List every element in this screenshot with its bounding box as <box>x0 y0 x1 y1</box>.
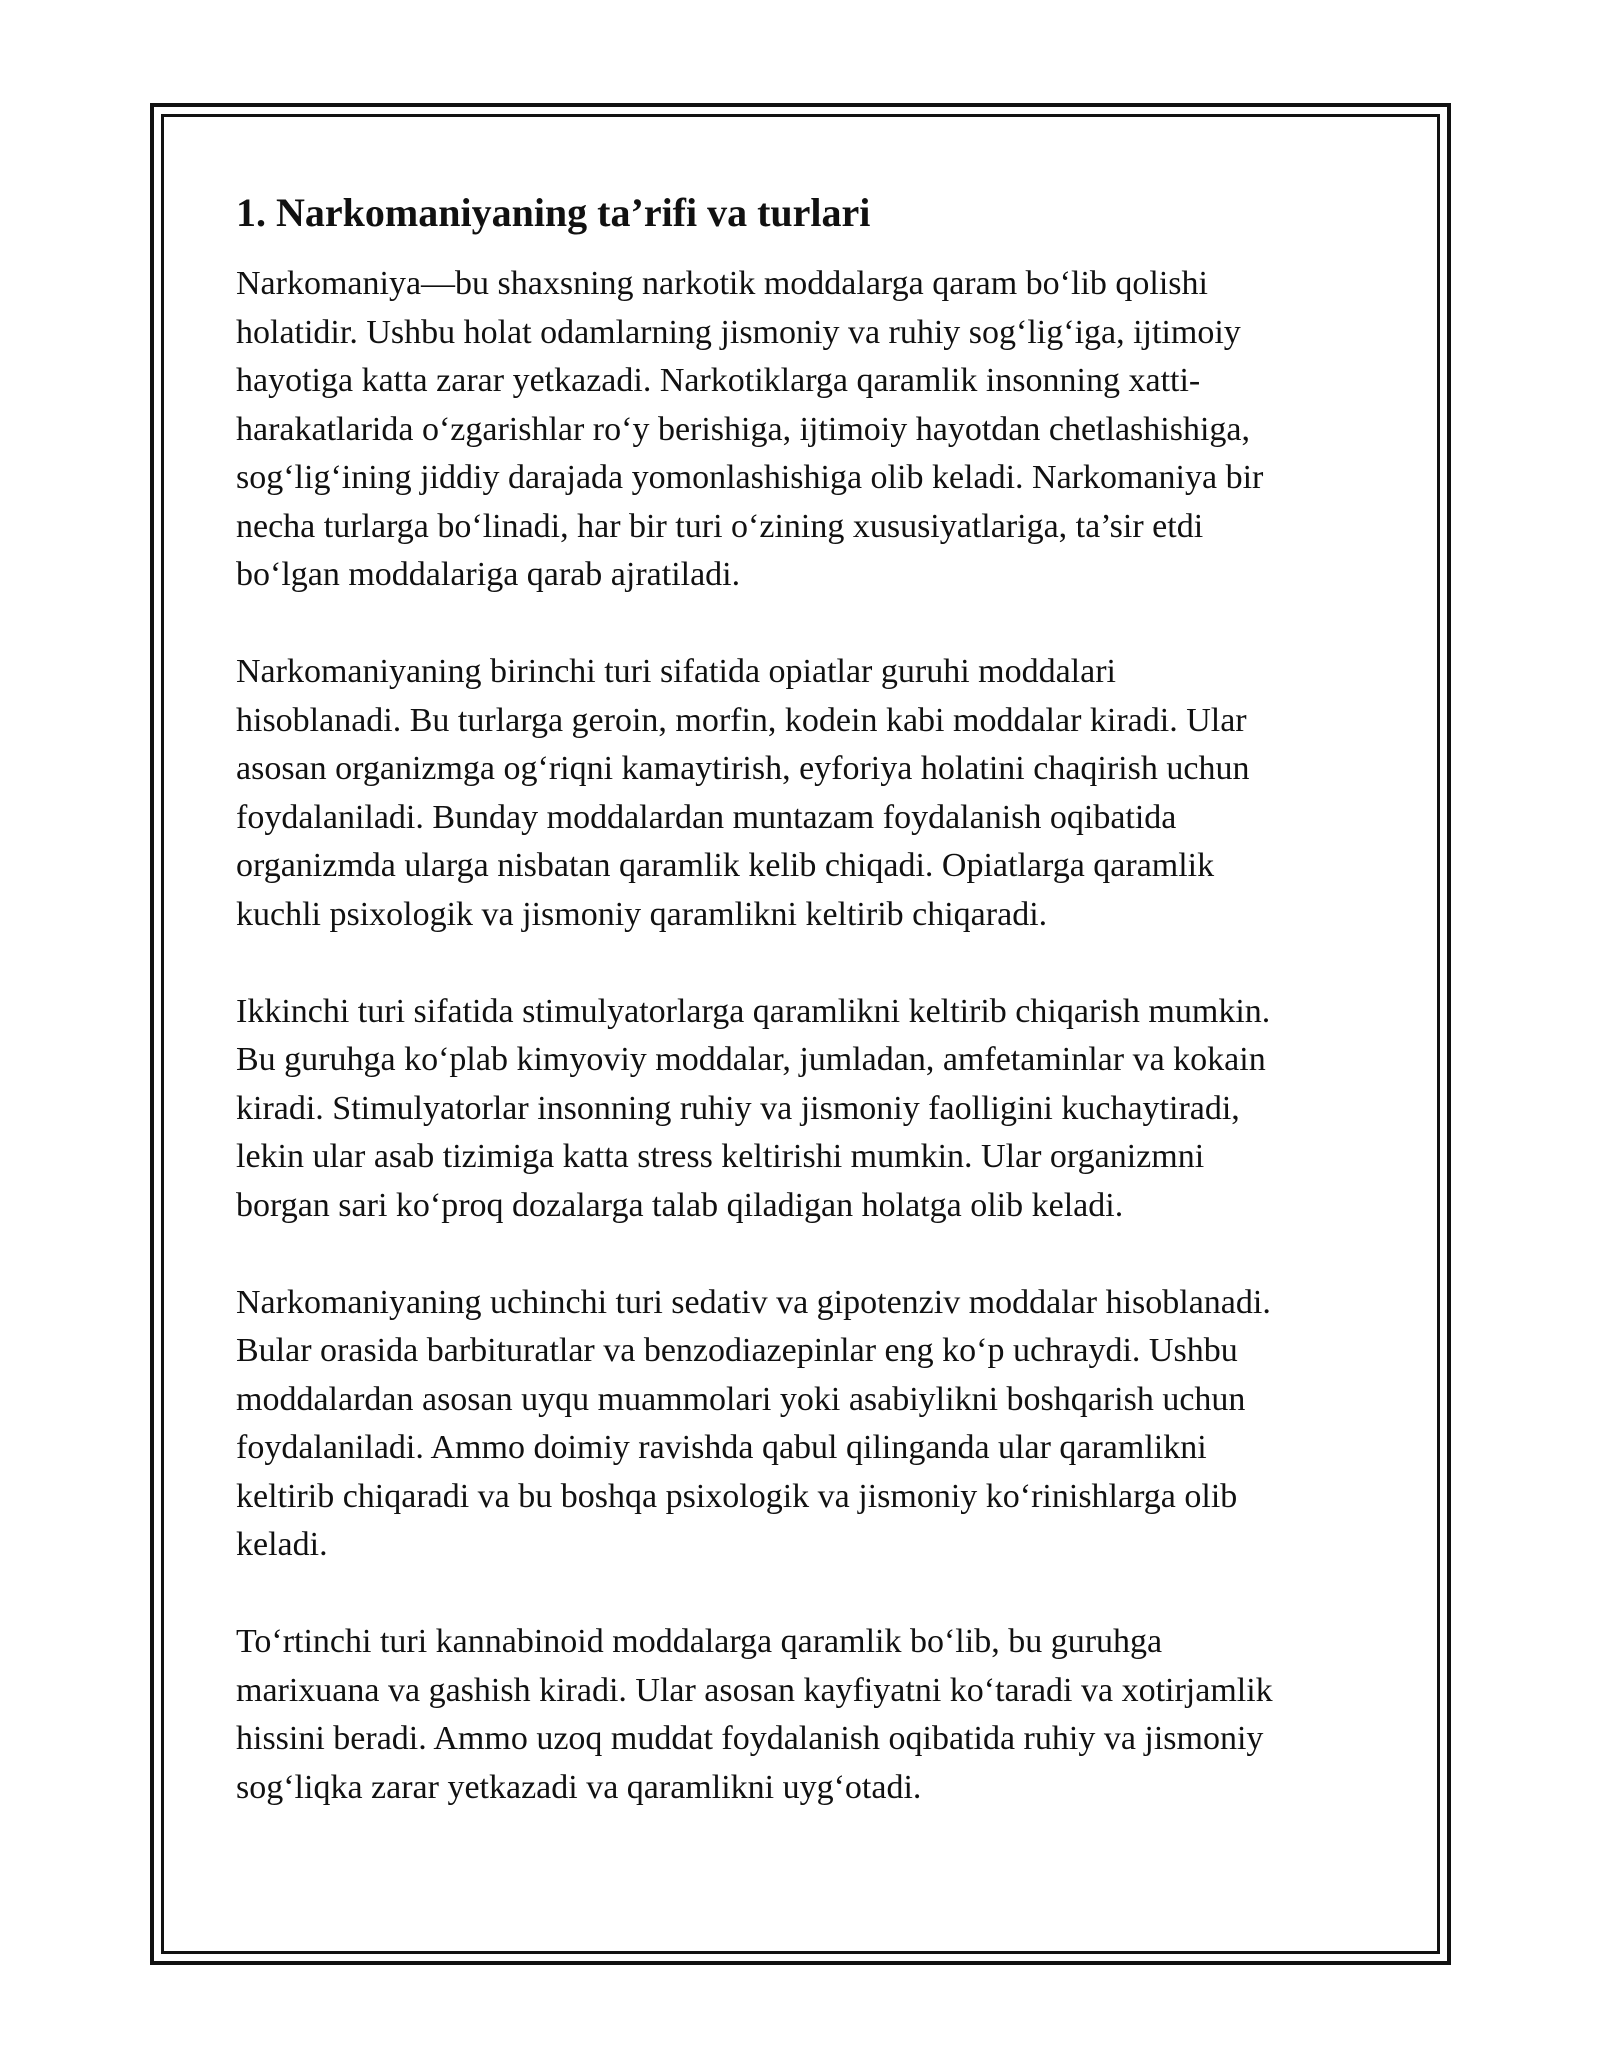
paragraph <box>236 648 1371 939</box>
paragraph-line: borgan sari ko‘proq dozalarga talab qiladigan holatga olib keladi. <box>236 1186 1124 1224</box>
paragraph <box>236 260 1371 600</box>
document-body <box>236 188 1371 1861</box>
paragraph-line: keladi. <box>236 1526 328 1563</box>
paragraph-line: hisoblanadi. Bu turlarga geroin, morfin, kodein kabi moddalar kiradi. Ular <box>236 701 1247 739</box>
paragraph-line: Narkomaniyaning uchinchi turi sedativ va gipotenziv moddalar hisoblanadi. <box>236 1283 1271 1321</box>
paragraph-line: necha turlarga bo‘linadi, har bir turi o‘zining xususiyatlariga, ta’sir etdi <box>236 507 1204 545</box>
paragraph-line: kiradi. Stimulyatorlar insonning ruhiy va jismoniy faolligini kuchaytiradi, <box>236 1089 1240 1127</box>
paragraph-line: asosan organizmga og‘riqni kamaytirish, eyforiya holatini chaqirish uchun <box>236 750 1250 787</box>
paragraph-line: Bu guruhga ko‘plab kimyoviy moddalar, jumladan, amfetaminlar va kokain <box>236 1041 1266 1078</box>
paragraph <box>236 1279 1371 1570</box>
paragraph-line: To‘rtinchi turi kannabinoid moddalarga qaramlik bo‘lib, bu guruhga <box>236 1623 1163 1660</box>
paragraph-line: hayotiga katta zarar yetkazadi. Narkotiklarga qaramlik insonning xatti- <box>236 362 1201 399</box>
paragraph-line: Bular orasida barbituratlar va benzodiazepinlar eng ko‘p uchraydi. Ushbu <box>236 1332 1238 1369</box>
section-title: 1. Narkomaniyaning ta’rifi va turlari <box>236 190 871 235</box>
paragraph-list <box>236 260 1371 1812</box>
paragraph-line: Narkomaniya—bu shaxsning narkotik moddalarga qaram bo‘lib qolishi <box>236 265 1208 302</box>
paragraph-line: sog‘liqka zarar yetkazadi va qaramlikni uyg‘otadi. <box>236 1768 922 1806</box>
paragraph-line: Ikkinchi turi sifatida stimulyatorlarga qaramlikni keltirib chiqarish mumkin. <box>236 992 1271 1030</box>
paragraph-line: lekin ular asab tizimiga katta stress keltirishi mumkin. Ular organizmni <box>236 1138 1205 1175</box>
paragraph-line: foydalaniladi. Ammo doimiy ravishda qabul qilinganda ular qaramlikni <box>236 1429 1207 1466</box>
paragraph-line: bo‘lgan moddalariga qarab ajratiladi. <box>236 556 741 593</box>
paragraph-line: keltirib chiqaradi va bu boshqa psixologik va jismoniy ko‘rinishlarga olib <box>236 1477 1238 1515</box>
paragraph <box>236 1618 1371 1812</box>
paragraph-line: foydalaniladi. Bunday moddalardan muntazam foydalanish oqibatida <box>236 798 1177 836</box>
paragraph-line: sog‘lig‘ining jiddiy darajada yomonlashishiga olib keladi. Narkomaniya bir <box>236 459 1264 496</box>
paragraph-line: kuchli psixologik va jismoniy qaramlikni keltirib chiqaradi. <box>236 895 1048 933</box>
paragraph-line: Narkomaniyaning birinchi turi sifatida opiatlar guruhi moddalari <box>236 653 1116 690</box>
paragraph-line: moddalardan asosan uyqu muammolari yoki asabiylikni boshqarish uchun <box>236 1380 1246 1418</box>
paragraph <box>236 988 1371 1231</box>
paragraph-line: hissini beradi. Ammo uzoq muddat foydalanish oqibatida ruhiy va jismoniy <box>236 1720 1264 1757</box>
paragraph-line: holatidir. Ushbu holat odamlarning jismoniy va ruhiy sog‘lig‘iga, ijtimoiy <box>236 313 1241 351</box>
paragraph-line: marixuana va gashish kiradi. Ular asosan kayfiyatni ko‘taradi va xotirjamlik <box>236 1671 1273 1709</box>
paragraph-line: harakatlarida o‘zgarishlar ro‘y berishiga, ijtimoiy hayotdan chetlashishiga, <box>236 410 1250 448</box>
paragraph-line: organizmda ularga nisbatan qaramlik kelib chiqadi. Opiatlarga qaramlik <box>236 847 1215 884</box>
